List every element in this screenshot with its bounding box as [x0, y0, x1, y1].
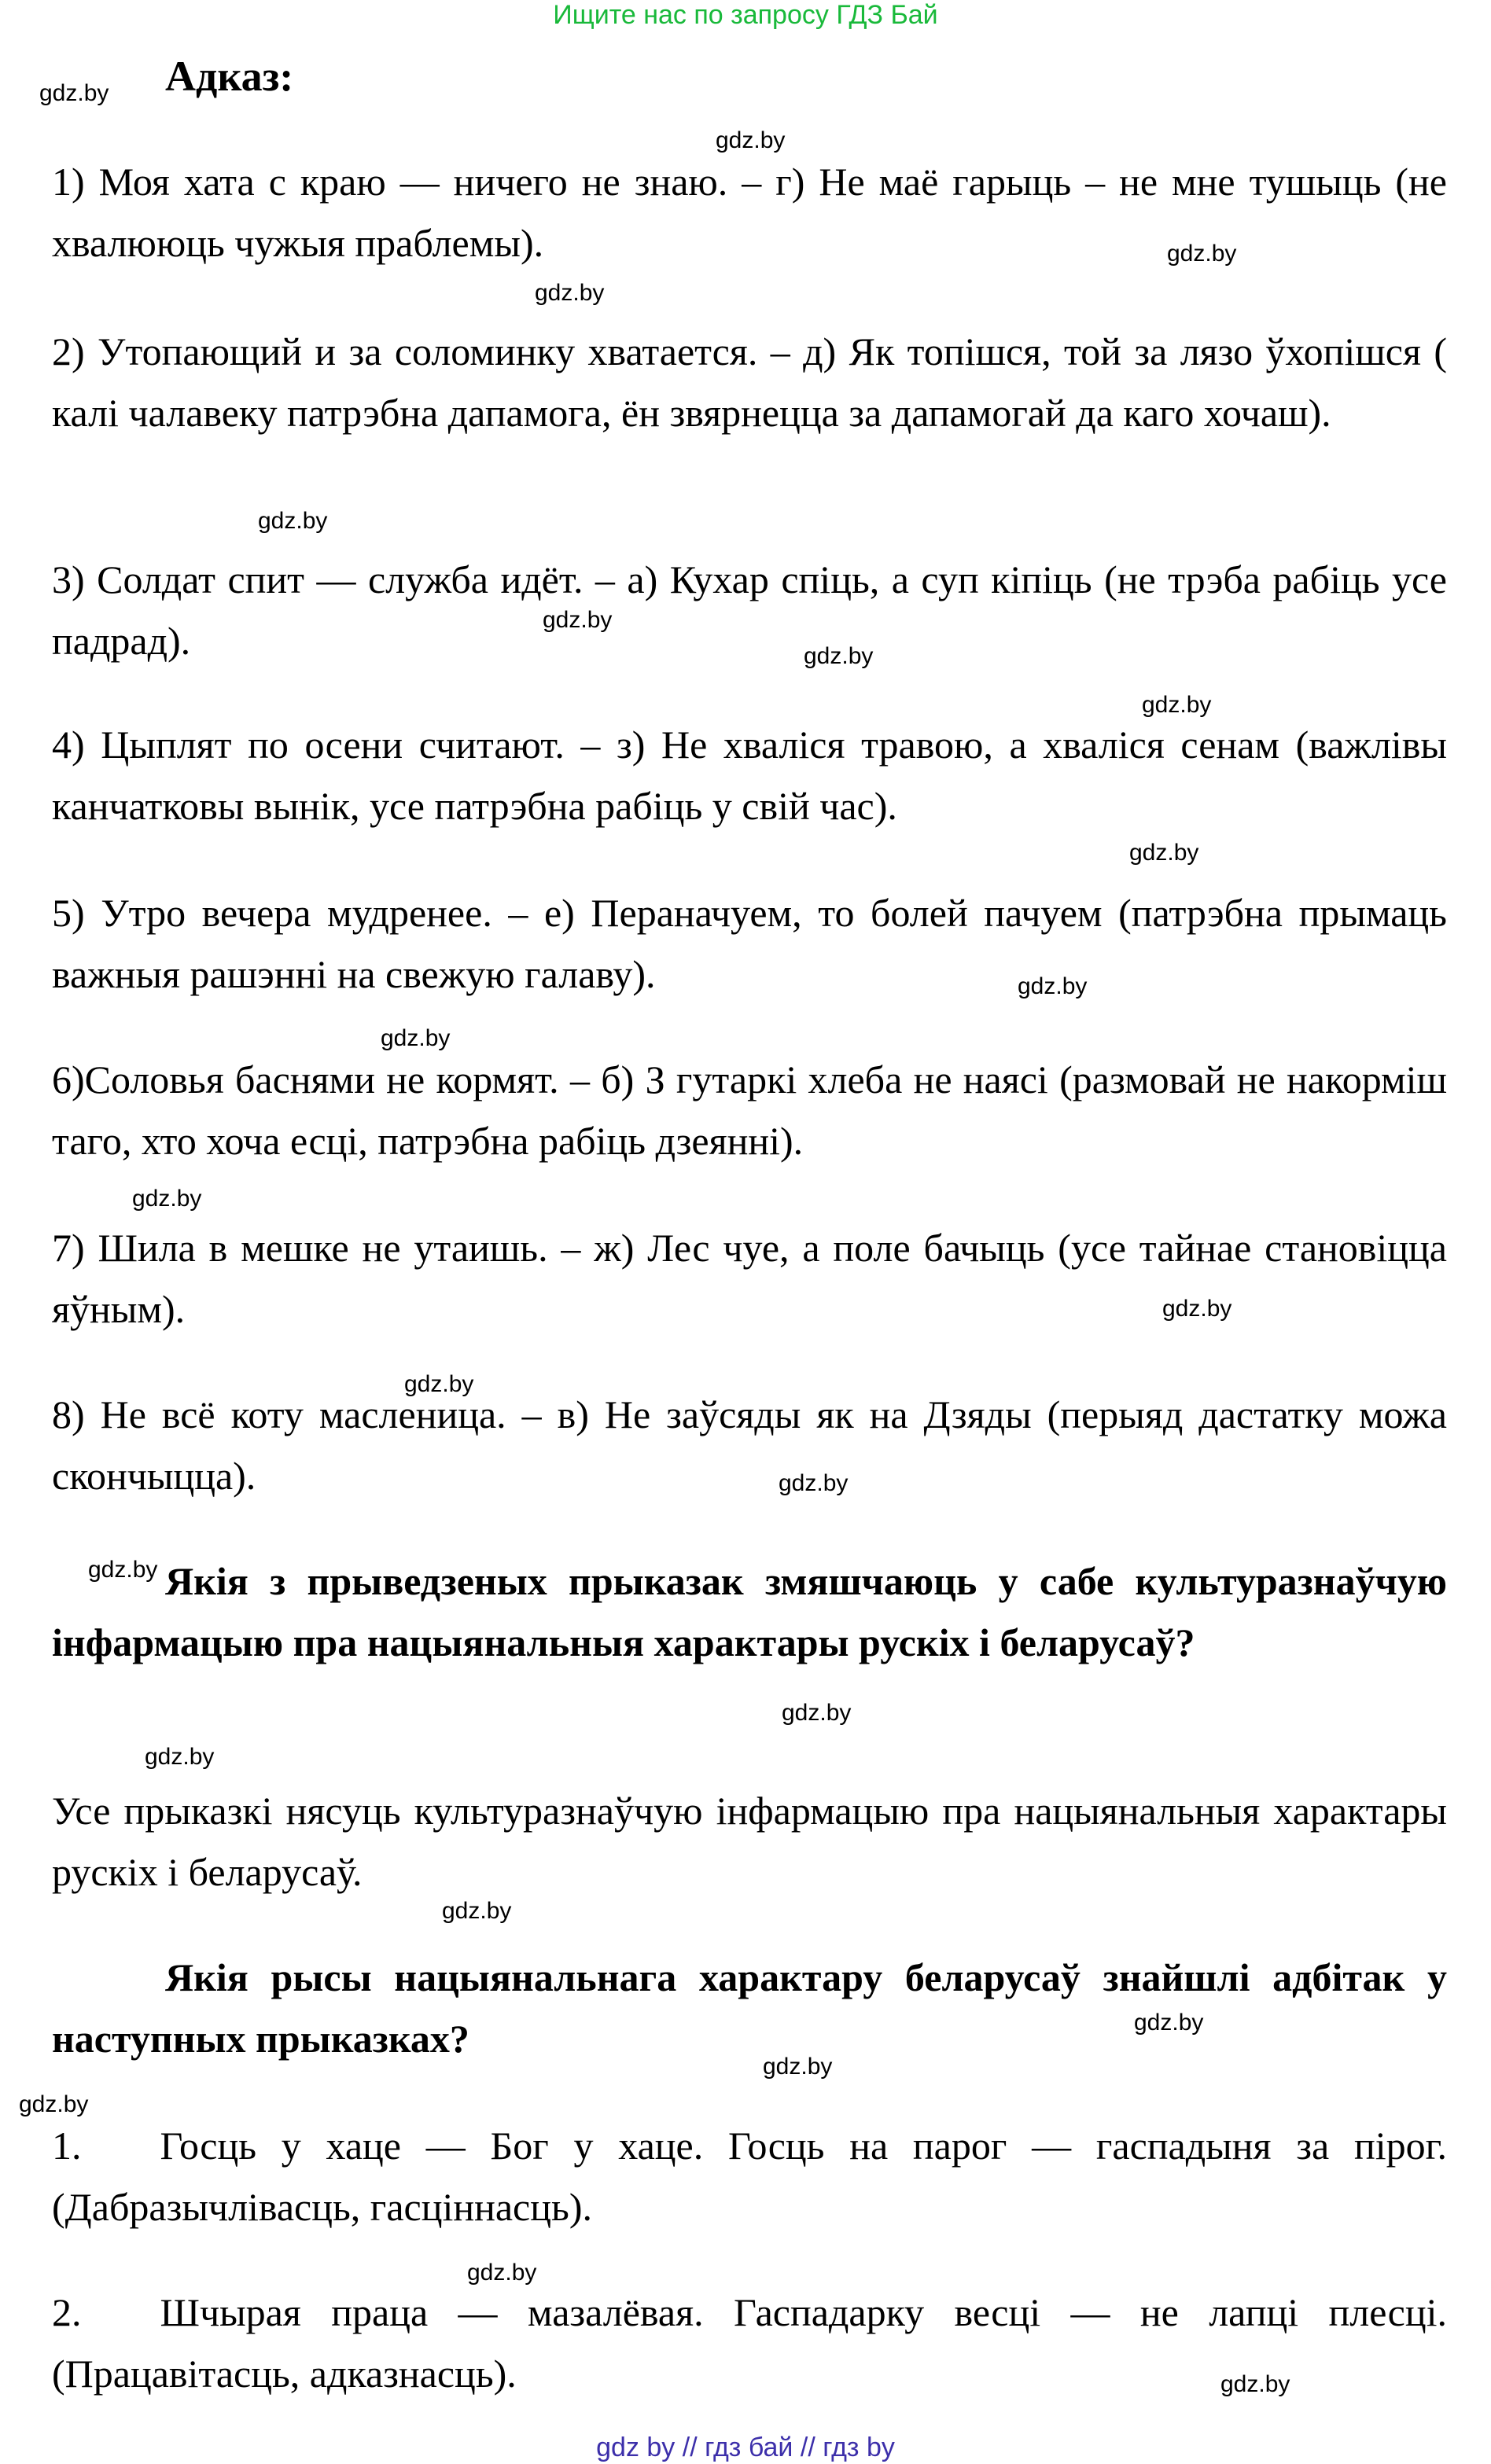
list-item-text: Госць у хаце — Бог у хаце. Госць на парог — гаспадыня за пірог. (Дабразычлівасць, гасціннасць).: [52, 2124, 1447, 2229]
watermark: gdz.by: [442, 1898, 512, 1924]
watermark: gdz.by: [1129, 840, 1199, 866]
watermark: gdz.by: [467, 2260, 537, 2286]
watermark: gdz.by: [258, 508, 328, 534]
answer-item-6: 6)Соловья баснями не кормят. – б) З гутаркі хлеба не наясі (размовай не накорміш таго, хто хоча есці, патрэбна рабіць дзеянні).: [52, 1057, 1447, 1163]
answer-item-2: 2) Утопающий и за соломинку хватается. – д) Як топішся, той за лязо ўхопішся ( калі чалавеку патрэбна дапамога, ён звярнецца за дапамогай да каго хочаш).: [52, 329, 1447, 435]
watermark: gdz.by: [782, 1700, 852, 1726]
answer-item-7: 7) Шила в мешке не утаишь. – ж) Лес чуе, а поле бачыць (усе тайнае становіцца яўным).: [52, 1226, 1447, 1331]
answer-item-3: 3) Солдат спит — служба идёт. – а) Кухар спіць, а суп кіпіць (не трэба рабіць усе падрад).: [52, 557, 1447, 663]
watermark: gdz.by: [404, 1371, 474, 1397]
watermark: gdz.by: [1220, 2371, 1290, 2397]
answer-heading: Адказ:: [165, 53, 294, 100]
watermark: gdz.by: [19, 2091, 89, 2117]
list-item-number: 2.: [52, 2290, 82, 2334]
watermark: gdz.by: [779, 1470, 849, 1496]
watermark: gdz.by: [543, 607, 613, 633]
answer-item-5: 5) Утро вечера мудренее. – е) Пераначуем, то болей пачуем (патрэбна прымаць важныя рашэнні на свежую галаву).: [52, 891, 1447, 996]
watermark: gdz.by: [804, 643, 874, 669]
watermark: gdz.by: [535, 280, 605, 306]
watermark: gdz.by: [88, 1557, 158, 1583]
top-banner[interactable]: Ищите нас по запросу ГДЗ Бай: [553, 0, 938, 30]
watermark: gdz.by: [145, 1744, 215, 1770]
watermark: gdz.by: [1142, 692, 1212, 718]
list-item: [52, 2115, 1447, 2238]
watermark: gdz.by: [39, 80, 109, 106]
list-item-text: Шчырая праца — мазалёвая. Гаспадарку весці — не лапці плесці. (Працавітасць, адказнасць).: [52, 2290, 1447, 2396]
bottom-banner[interactable]: gdz by // гдз бай // гдз by: [596, 2433, 895, 2462]
watermark: gdz.by: [1134, 2010, 1204, 2036]
question-character-traits: Якія рысы нацыянальнага характару беларусаў знайшлі адбітак у наступных прыказках?: [52, 1955, 1447, 2061]
answer-item-1: 1) Моя хата с краю — ничего не знаю. – г) Не маё гарыць – не мне тушыць (не хвалююць чужыя праблемы).: [52, 160, 1447, 265]
watermark: gdz.by: [763, 2054, 833, 2080]
answer-item-4: 4) Цыплят по осени считают. – з) Не хваліся травою, а хваліся сенам (важлівы канчатковы вынік, усе патрэбна рабіць у свій час).: [52, 723, 1447, 828]
watermark: gdz.by: [132, 1186, 202, 1212]
question-culture-answer: Усе прыказкі нясуць культуразнаўчую інфармацыю пра нацыянальныя характары рускіх і беларусаў.: [52, 1789, 1447, 1894]
watermark: gdz.by: [1167, 241, 1237, 267]
watermark: gdz.by: [1018, 973, 1088, 999]
watermark: gdz.by: [1162, 1296, 1232, 1322]
answer-item-8: 8) Не всё коту масленица. – в) Не заўсяды як на Дзяды (перыяд дастатку можа скончыцца).: [52, 1392, 1447, 1498]
watermark: gdz.by: [381, 1025, 451, 1051]
question-culture-info: Якія з прыведзеных прыказак змяшчаюць у сабе культуразнаўчую інфармацыю пра нацыянальныя характары рускіх і беларусаў?: [52, 1559, 1447, 1664]
list-item-number: 1.: [52, 2124, 82, 2168]
watermark: gdz.by: [716, 127, 786, 153]
